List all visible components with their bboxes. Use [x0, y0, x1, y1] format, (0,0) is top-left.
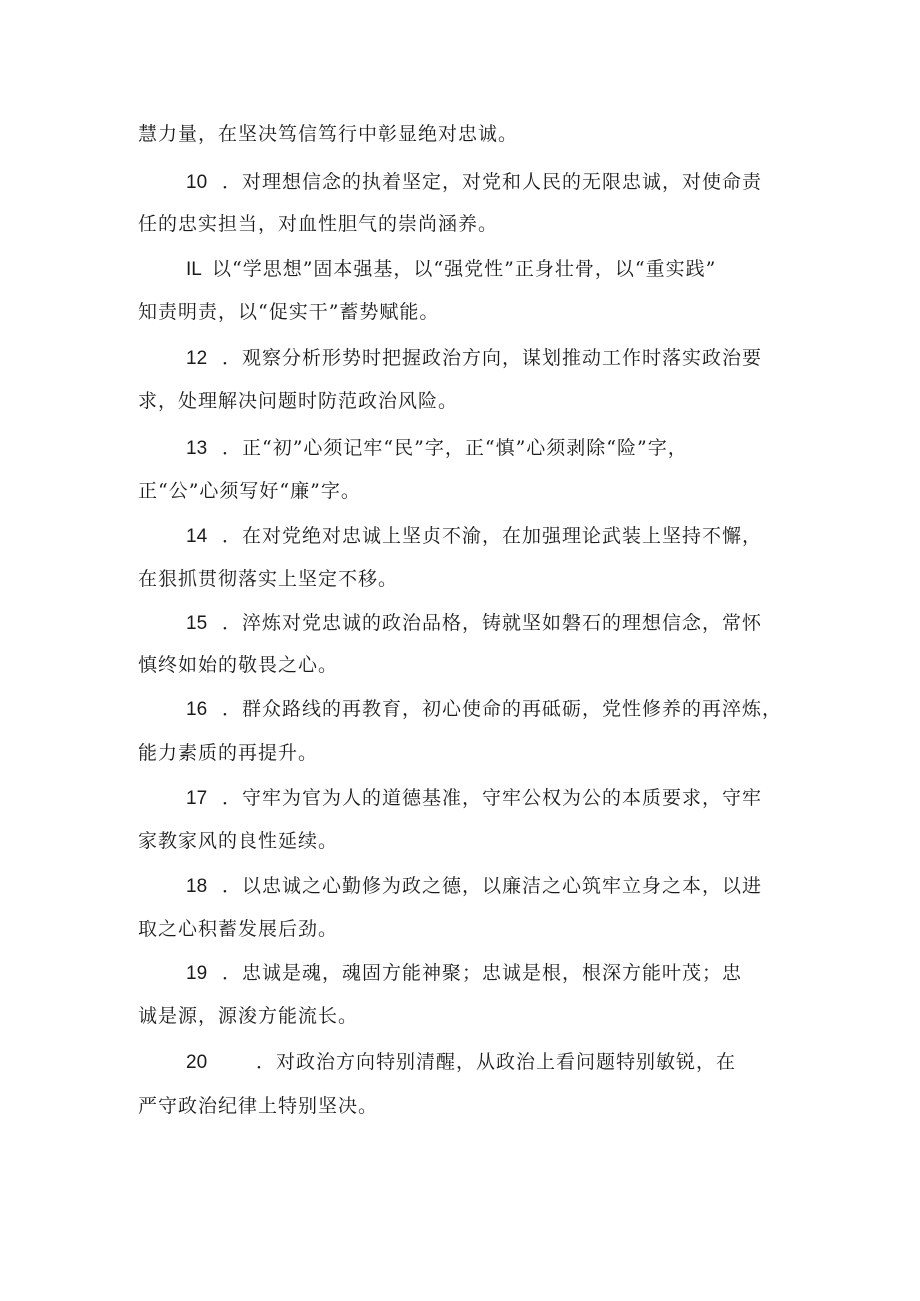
- list-item-11-line-1: IL 以“学思想”固本强基，以“强党性”正身壮骨，以“重实践”: [186, 255, 866, 284]
- item-number: IL: [186, 259, 202, 280]
- list-item-18-line-1: 18 ．以忠诚之心勤修为政之德，以廉洁之心筑牢立身之本，以进: [186, 872, 866, 901]
- item-number: 19: [186, 963, 208, 984]
- list-item-10-line-2: 任的忠实担当，对血性胆气的崇尚涵养。: [138, 213, 499, 235]
- list-item-12-line-2: 求，处理解决问题时防范政治风险。: [138, 390, 459, 412]
- list-item-14-line-2: 在狠抓贯彻落实上坚定不移。: [138, 568, 399, 590]
- item-number: 17: [186, 788, 208, 809]
- item-number: 14: [186, 526, 208, 547]
- list-item-19-line-2: 诚是源，源浚方能流长。: [138, 1005, 359, 1027]
- item-number: 20: [186, 1052, 208, 1073]
- list-item-18-line-2: 取之心积蓄发展后劲。: [138, 918, 339, 940]
- list-item-13-line-2: 正“公”心须写好“廉”字。: [138, 480, 361, 502]
- list-item-15-line-2: 慎终如始的敬畏之心。: [138, 654, 339, 676]
- list-item-19-line-1: 19 ．忠诚是魂，魂固方能神聚；忠诚是根，根深方能叶茂；忠: [186, 959, 866, 988]
- list-item-17-line-1: 17 ．守牢为官为人的道德基准，守牢公权为公的本质要求，守牢: [186, 784, 866, 813]
- item-number: 10: [186, 172, 208, 193]
- list-item-16-line-1: 16 ．群众路线的再教育，初心使命的再砥砺，党性修养的再淬炼，: [186, 695, 866, 724]
- list-item-12-line-1: 12 ．观察分析形势时把握政治方向，谋划推动工作时落实政治要: [186, 344, 866, 373]
- list-item-20-line-1: 20 ．对政治方向特别清醒，从政治上看问题特别敏锐，在: [186, 1048, 866, 1077]
- item-number: 13: [186, 438, 208, 459]
- list-item-16-line-2: 能力素质的再提升。: [138, 742, 319, 764]
- list-item-11-line-2: 知责明责，以“促实干”蓄势赋能。: [138, 301, 440, 323]
- item-number: 15: [186, 613, 208, 634]
- item-number: 12: [186, 348, 208, 369]
- item-number: 16: [186, 699, 208, 720]
- list-item-13-line-1: 13 ．正“初”心须记牢“民”字，正“慎”心须剥除“险”字，: [186, 434, 866, 463]
- item-number: 18: [186, 876, 208, 897]
- paragraph-continuation: 慧力量，在坚决笃信笃行中彰显绝对忠诚。: [138, 123, 519, 145]
- list-item-15-line-1: 15 ．淬炼对党忠诚的政治品格，铸就坚如磐石的理想信念，常怀: [186, 609, 866, 638]
- list-item-14-line-1: 14 ．在对党绝对忠诚上坚贞不渝，在加强理论武装上坚持不懈，: [186, 522, 866, 551]
- list-item-20-line-2: 严守政治纪律上特别坚决。: [138, 1095, 379, 1117]
- list-item-17-line-2: 家教家风的良性延续。: [138, 830, 339, 852]
- list-item-10-line-1: 10 ．对理想信念的执着坚定，对党和人民的无限忠诚，对使命责: [186, 168, 866, 197]
